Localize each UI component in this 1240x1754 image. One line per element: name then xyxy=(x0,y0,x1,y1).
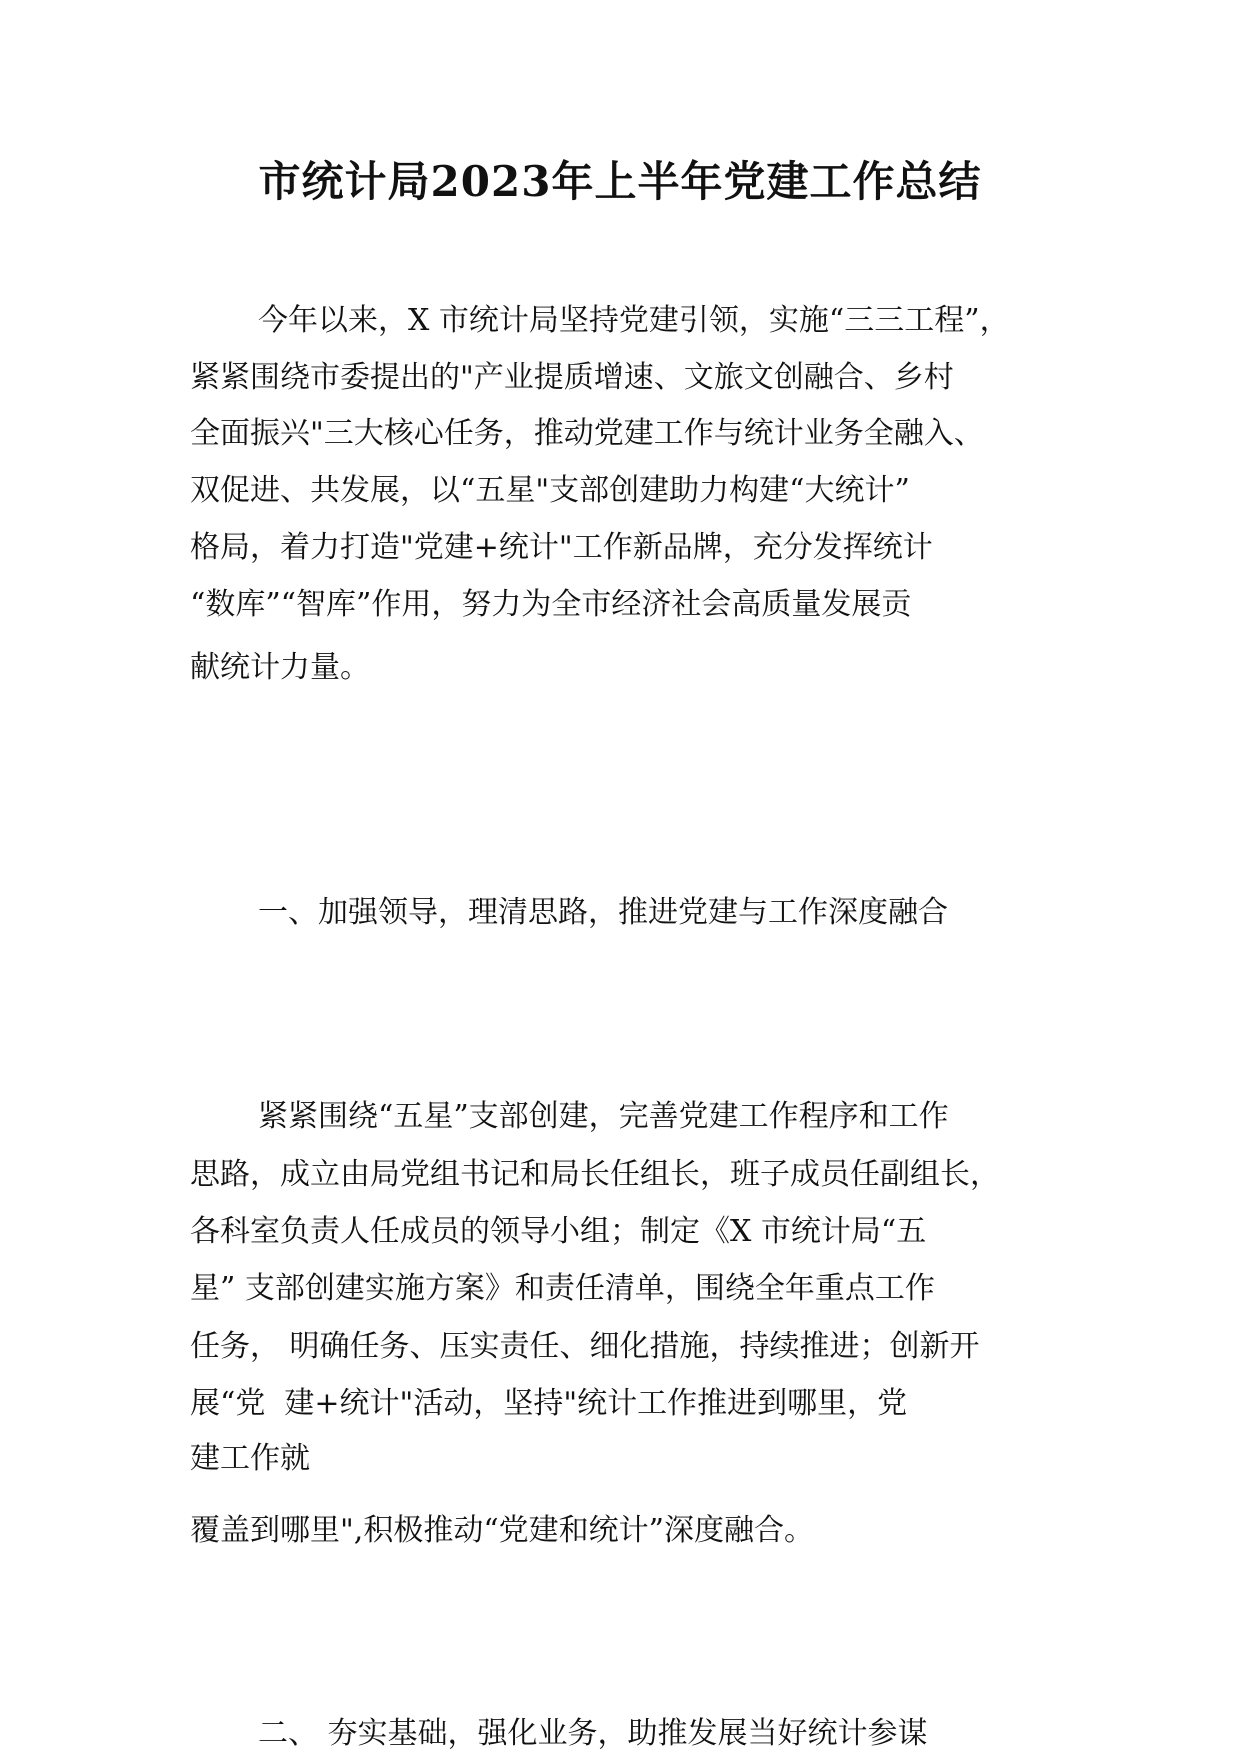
section-1-line-6: 展“党 建+统计"活动，坚持"统计工作推进到哪里，党 xyxy=(190,1386,908,1421)
intro-line-1: 今年以来，X 市统计局坚持党建引领，实施“三三工程”， xyxy=(258,303,1010,338)
intro-line-4: 双促进、共发展，以“五星"支部创建助力构建“大统计” xyxy=(190,473,910,508)
section-1-heading: 一、加强领导，理清思路，推进党建与工作深度融合 xyxy=(258,895,948,930)
section-1-line-5: 任务， 明确任务、压实责任、细化措施，持续推进；创新开 xyxy=(190,1329,980,1364)
section-1-line-1: 紧紧围绕“五星”支部创建，完善党建工作程序和工作 xyxy=(258,1099,949,1134)
intro-line-3: 全面振兴"三大核心任务，推动党建工作与统计业务全融入、 xyxy=(190,416,984,451)
intro-line-5: 格局，着力打造"党建+统计"工作新品牌，充分发挥统计 xyxy=(190,530,933,565)
section-1-line-3: 各科室负责人任成员的领导小组；制定《X 市统计局“五 xyxy=(190,1214,927,1249)
section-1-line-2: 思路，成立由局党组书记和局长任组长，班子成员任副组长， xyxy=(190,1157,1000,1192)
intro-line-7: 献统计力量。 xyxy=(190,650,370,685)
document-title: 市统计局2023年上半年党建工作总结 xyxy=(258,157,982,206)
intro-line-2: 紧紧围绕市委提出的"产业提质增速、文旅文创融合、乡村 xyxy=(190,360,954,395)
section-1-line-4: 星” 支部创建实施方案》和责任清单，围绕全年重点工作 xyxy=(190,1271,935,1306)
intro-line-6: “数库”“智库”作用，努力为全市经济社会高质量发展贡 xyxy=(190,587,912,622)
section-1-line-8: 覆盖到哪里",积极推动“党建和统计”深度融合。 xyxy=(190,1513,815,1548)
section-1-line-7: 建工作就 xyxy=(190,1441,310,1476)
section-2-heading: 二、 夯实基础，强化业务，助推发展当好统计参谋 xyxy=(258,1716,928,1751)
